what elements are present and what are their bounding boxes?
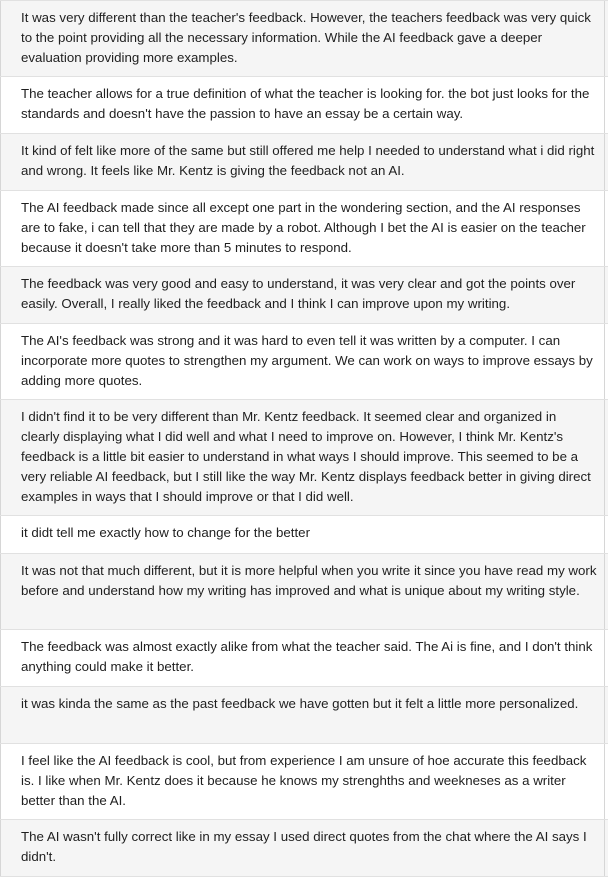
table-row	[0, 554, 608, 630]
response-text: it didt tell me exactly how to change for the better	[21, 525, 310, 540]
response-text: it was kinda the same as the past feedback we have gotten but it felt a little more personalized.	[21, 696, 579, 711]
table-row	[0, 687, 608, 744]
response-text: The AI's feedback was strong and it was hard to even tell it was written by a computer. I can incorporate more quotes to strengthen my argument. We can work on ways to improve essays by adding more quotes.	[21, 333, 593, 388]
table-row	[0, 516, 608, 554]
response-text: I feel like the AI feedback is cool, but from experience I am unsure of hoe accurate this feedback is. I like when Mr. Kentz does it because he knows my strenghths and weekneses as a writer better than the AI.	[21, 753, 587, 808]
response-text: The feedback was almost exactly alike from what the teacher said. The Ai is fine, and I don't think anything could make it better.	[21, 639, 593, 674]
table-row	[0, 820, 608, 877]
table-row	[0, 324, 608, 400]
response-text: I didn't find it to be very different than Mr. Kentz feedback. It seemed clear and organized in clearly displaying what I did well and what I need to improve on. However, I think Mr. Kentz's feedback is a little bit easier to understand in what ways I should improve. This seemed to be a very reliable AI feedback, but I still like the way Mr. Kentz displays feedback better in giving direct examples in ways that I should improve or that I did well.	[21, 409, 591, 504]
table-row	[0, 191, 608, 267]
response-text: The feedback was very good and easy to understand, it was very clear and got the points over easily. Overall, I really liked the feedback and I think I can improve upon my writing.	[21, 276, 576, 311]
table-row	[0, 400, 608, 516]
table-row	[0, 630, 608, 687]
response-text: The AI wasn't fully correct like in my essay I used direct quotes from the chat where the AI says I didn't.	[21, 829, 587, 864]
response-text: The AI feedback made since all except one part in the wondering section, and the AI responses are to fake, i can tell that they are made by a robot. Although I bet the AI is easier on the teacher because it doesn't take more than 5 minutes to respond.	[21, 200, 586, 255]
response-text: It was not that much different, but it is more helpful when you write it since you have read my work before and understand how my writing has improved and what is unique about my writing style.	[21, 563, 597, 598]
response-text: The teacher allows for a true definition of what the teacher is looking for. the bot just looks for the standards and doesn't have the passion to have an essay be a certain way.	[21, 86, 590, 121]
table-row	[0, 267, 608, 324]
response-text: It was very different than the teacher's feedback. However, the teachers feedback was very quick to the point providing all the necessary information. While the AI feedback gave a deeper evaluation providing more examples.	[21, 10, 591, 65]
table-row	[0, 134, 608, 191]
table-row	[0, 1, 608, 77]
table-row	[0, 77, 608, 134]
table-row	[0, 744, 608, 820]
response-text: It kind of felt like more of the same but still offered me help I needed to understand what i did right and wrong. It feels like Mr. Kentz is giving the feedback not an AI.	[21, 143, 595, 178]
